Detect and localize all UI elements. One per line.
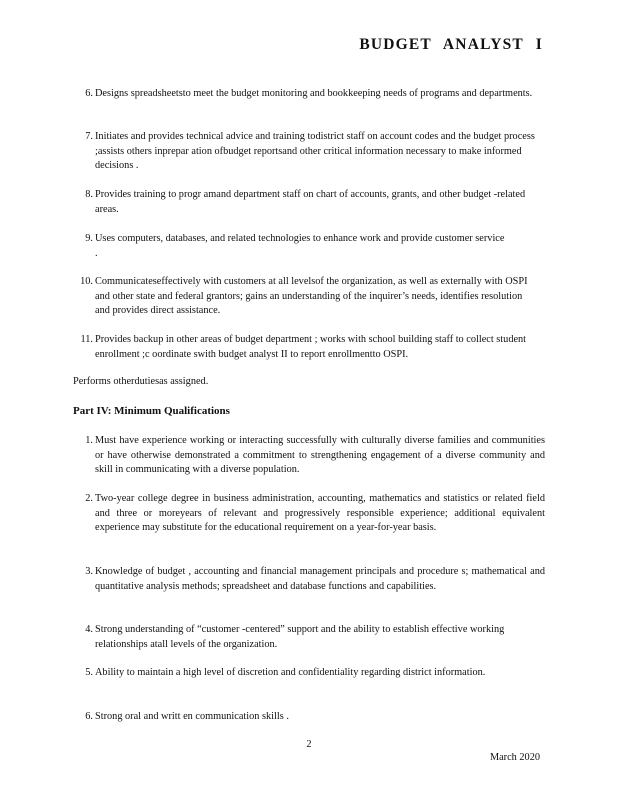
item-number: 10.	[80, 276, 93, 287]
item-number: 9.	[85, 233, 93, 244]
item-text: Provides training to progr amand department staff on chart of accounts, grants, and other budget -related areas.	[95, 189, 526, 215]
item-text: Strong oral and writt en communication skills .	[95, 711, 289, 722]
other-duties-line: Performs otherdutiesas assigned.	[73, 376, 209, 387]
item-text: Initiates and provides technical advice and training todistrict staff on account codes and the budget process ;assists others inprepar ation ofbudget reportsand other critical information necessary to make informed decisions .	[95, 131, 535, 171]
item-text: Ability to maintain a high level of discretion and confidentiality regarding district information.	[95, 667, 486, 678]
item-number: 2.	[85, 493, 93, 504]
item-text: Provides backup in other areas of budget department ; works with school building staff to collect student enrollment ;c oordinate swith budget analyst II to report enrollmentto OSPI.	[95, 334, 527, 360]
item-text: Knowledge of budget , accounting and financial management principals and procedure s; mathematical and quantitative analysis methods; spreadsheet and database functions and capabilities.	[95, 566, 545, 592]
item-text: Uses computers, databases, and related technologies to enhance work and provide customer service .	[95, 233, 505, 259]
item-text: Must have experience working or interacting successfully with culturally diverse families and communities or have otherwise demonstrated a commitment to strengthening engagement of a diverse community and skill in communicating with a diverse population.	[95, 435, 545, 475]
footer-date: March 2020	[489, 752, 540, 763]
item-text: Strong understanding of “customer -centered” support and the ability to establish effective working relationships atall levels of the organization.	[95, 624, 505, 650]
item-number: 8.	[85, 189, 93, 200]
item-text: Designs spreadsheetsto meet the budget monitoring and bookkeeping needs of programs and departments.	[95, 88, 533, 99]
item-number: 5.	[85, 667, 93, 678]
document-title: BUDGET ANALYST I	[359, 36, 543, 53]
page-number: 2	[306, 739, 312, 750]
item-number: 6.	[85, 88, 93, 99]
item-number: 1.	[85, 435, 93, 446]
item-text: Communicateseffectively with customers at all levelsof the organization, as well as externally with OSPI and other state and federal grantors; gains an understanding of the inquirer’s needs, identifies resolution and provides direct assistance.	[95, 276, 528, 316]
item-number: 7.	[85, 131, 93, 142]
item-number: 4.	[85, 624, 93, 635]
item-number: 3.	[85, 566, 93, 577]
item-number: 6.	[85, 711, 93, 722]
item-text: Two-year college degree in business administration, accounting, mathematics and statistics or related field and three or moreyears of relevant and progressively responsible experience; additional equivalent experience may substitute for the educational requirement on a year-for-year basis.	[95, 493, 545, 533]
item-number: 11.	[80, 334, 93, 345]
section-heading-part-iv: Part IV: Minimum Qualifications	[73, 405, 230, 417]
